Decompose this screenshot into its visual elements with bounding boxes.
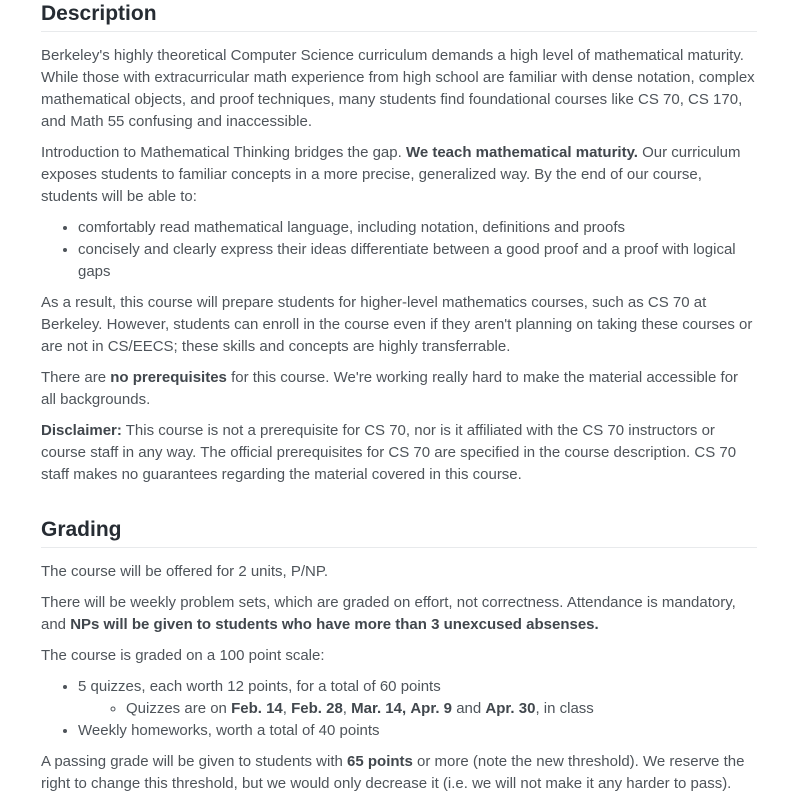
text-run: Berkeley's highly theoretical Computer Science curriculum demands a high level of mathematical maturity. While those with extracurricular math experience from high school are familiar with dense notation, complex mathematical objects, and proof techniques, many students find foundational courses like CS 70, CS 170, and Math 55 confusing and inaccessible. — [41, 47, 755, 130]
text-run: comfortably read mathematical language, including notation, definitions and proofs — [78, 219, 626, 236]
text-run: There will be weekly problem sets, which are graded on effort, not correctness. Attendance is mandatory, and — [41, 594, 736, 633]
text-run: Our curriculum exposes students to familiar concepts in a more precise, generalized way. By the end of our course, students will be able to: — [41, 144, 741, 205]
section-grading — [41, 517, 757, 795]
bold-text: Feb. 14 — [231, 700, 283, 717]
bold-text: We teach mathematical maturity. — [405, 144, 638, 161]
paragraph — [41, 751, 757, 795]
text-run: or more (note the new threshold). We reserve the right to change this threshold, but we would only decrease it (i.e. we will not make it any harder to pass). — [41, 753, 745, 792]
grading-heading: Grading — [41, 517, 757, 548]
text-run: There are — [41, 369, 111, 386]
bullet-list — [41, 676, 757, 742]
paragraph — [41, 142, 757, 208]
list-item — [78, 217, 757, 239]
bullet-list — [41, 217, 757, 283]
grading-body — [41, 561, 757, 795]
bold-text: Disclaimer: — [41, 422, 122, 439]
paragraph — [41, 292, 757, 358]
description-body — [41, 45, 757, 486]
bold-text: 65 points — [347, 753, 413, 770]
text-run: and — [452, 700, 486, 717]
description-heading: Description — [41, 1, 757, 32]
text-run: Quizzes are on — [126, 700, 232, 717]
paragraph — [41, 592, 757, 636]
text-run: Introduction to Mathematical Thinking bridges the gap. — [41, 144, 406, 161]
paragraph — [41, 45, 757, 133]
paragraph — [41, 367, 757, 411]
text-run: concisely and clearly express their ideas differentiate between a good proof and a proof with logical gaps — [78, 241, 736, 280]
paragraph — [41, 420, 757, 486]
list-item — [78, 720, 757, 742]
text-run: A passing grade will be given to students with — [41, 753, 348, 770]
bold-text: Apr. 30 — [485, 700, 536, 717]
bold-text: Feb. 28 — [291, 700, 343, 717]
text-run: , — [342, 700, 352, 717]
text-run: Weekly homeworks, worth a total of 40 points — [78, 722, 380, 739]
text-run: This course is not a prerequisite for CS 70, nor is it affiliated with the CS 70 instructors or course staff in any way. The official prerequisites for CS 70 are specified in the course description. CS 70 staff makes no guarantees regarding the material covered in this course. — [41, 422, 737, 483]
text-run: for this course. We're working really hard to make the material accessible for all backgrounds. — [41, 369, 739, 408]
text-run: The course is graded on a 100 point scale: — [41, 647, 325, 664]
bold-text: Mar. 14, — [351, 700, 407, 717]
text-run: , in class — [535, 700, 594, 717]
paragraph — [41, 561, 757, 583]
text-run: 5 quizzes, each worth 12 points, for a total of 60 points — [78, 678, 441, 695]
bold-text: no prerequisites — [110, 369, 227, 386]
text-run: , — [282, 700, 292, 717]
text-run: The course will be offered for 2 units, P/NP. — [41, 563, 329, 580]
list-item — [78, 676, 757, 720]
bold-text: Apr. 9 — [410, 700, 453, 717]
text-run: As a result, this course will prepare students for higher-level mathematics courses, such as CS 70 at Berkeley. However, students can enroll in the course even if they aren't planning on taking these courses or are not in CS/EECS; these skills and concepts are highly transferrable. — [41, 294, 753, 355]
list-item — [78, 239, 757, 283]
section-description — [41, 1, 757, 486]
bold-text: NPs will be given to students who have more than 3 unexcused absenses. — [70, 616, 599, 633]
paragraph — [41, 645, 757, 667]
